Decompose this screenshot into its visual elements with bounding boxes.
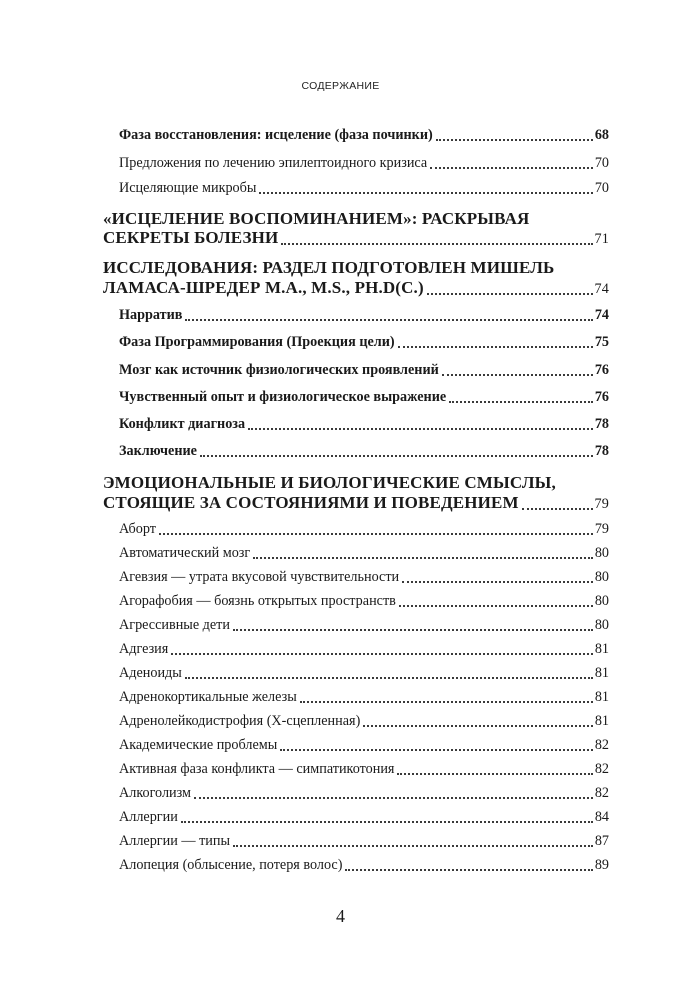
section-heading-page: 71 bbox=[594, 231, 609, 247]
section-heading-line: «ИСЦЕЛЕНИЕ ВОСПОМИНАНИЕМ»: РАСКРЫВАЯ bbox=[103, 209, 530, 228]
section-heading[interactable] bbox=[103, 228, 609, 248]
toc-entry[interactable] bbox=[119, 590, 609, 610]
toc-entry[interactable] bbox=[119, 710, 609, 730]
toc-entry-page: 81 bbox=[594, 713, 609, 729]
dot-leader bbox=[259, 192, 592, 194]
toc-entry-page: 89 bbox=[594, 857, 609, 873]
toc-entry-page: 70 bbox=[594, 180, 609, 196]
dot-leader bbox=[233, 629, 593, 631]
dot-leader bbox=[171, 653, 593, 655]
toc-entry-title: Адренокортикальные железы bbox=[119, 689, 297, 705]
toc-entry-title: Чувственный опыт и физиологическое выражение bbox=[119, 389, 447, 405]
toc-entry-title: Активная фаза конфликта — симпатикотония bbox=[119, 761, 395, 777]
toc-entry-page: 76 bbox=[594, 389, 609, 405]
toc-entry-title: Алопеция (облысение, потеря волос) bbox=[119, 857, 343, 873]
toc-entry-title: Предложения по лечению эпилептоидного кризиса bbox=[119, 155, 428, 171]
toc-entry-page: 76 bbox=[594, 362, 609, 378]
toc-entry[interactable] bbox=[119, 566, 609, 586]
dot-leader bbox=[185, 319, 592, 321]
section-heading-page: 79 bbox=[594, 496, 609, 512]
dot-leader bbox=[399, 605, 593, 607]
toc-entry-page: 75 bbox=[594, 334, 609, 350]
dot-leader bbox=[436, 139, 593, 141]
toc-entry[interactable] bbox=[119, 304, 609, 324]
toc-entry-title: Аденоиды bbox=[119, 665, 182, 681]
toc-entry-title: Фаза восстановления: исцеление (фаза починки) bbox=[119, 127, 433, 143]
toc-entry-title: Мозг как источник физиологических проявлений bbox=[119, 362, 439, 378]
toc-entry-page: 87 bbox=[594, 833, 609, 849]
toc-entry-page: 80 bbox=[594, 545, 609, 561]
toc-entry-page: 80 bbox=[594, 593, 609, 609]
toc-entry-title: Нарратив bbox=[119, 307, 183, 323]
toc-entry-title: Исцеляющие микробы bbox=[119, 180, 257, 196]
toc-entry[interactable] bbox=[119, 782, 609, 802]
toc-entry-title: Заключение bbox=[119, 443, 197, 459]
toc-entry-title: Аборт bbox=[119, 521, 156, 537]
toc-entry[interactable] bbox=[119, 734, 609, 754]
toc-entry[interactable] bbox=[119, 638, 609, 658]
dot-leader bbox=[253, 557, 593, 559]
toc-entry-page: 84 bbox=[594, 809, 609, 825]
running-head: СОДЕРЖАНИЕ bbox=[301, 80, 380, 92]
dot-leader bbox=[427, 293, 593, 295]
toc-entry-page: 80 bbox=[594, 617, 609, 633]
toc-entry[interactable] bbox=[119, 440, 609, 460]
toc-entry-title: Агевзия — утрата вкусовой чувствительности bbox=[119, 569, 400, 585]
section-heading-line: ЭМОЦИОНАЛЬНЫЕ И БИОЛОГИЧЕСКИЕ СМЫСЛЫ, bbox=[103, 473, 556, 492]
dot-leader bbox=[363, 725, 593, 727]
section-heading-line: ИССЛЕДОВАНИЯ: РАЗДЕЛ ПОДГОТОВЛЕН МИШЕЛЬ bbox=[103, 258, 555, 277]
toc-entry[interactable] bbox=[119, 854, 609, 874]
toc-entry[interactable] bbox=[119, 413, 609, 433]
dot-leader bbox=[522, 508, 593, 510]
toc-entry-title: Адренолейкодистрофия (X-сцепленная) bbox=[119, 713, 361, 729]
toc-entry[interactable] bbox=[119, 359, 609, 379]
toc-entry[interactable] bbox=[119, 686, 609, 706]
toc-entry-page: 80 bbox=[594, 569, 609, 585]
dot-leader bbox=[281, 243, 592, 245]
toc-entry-page: 81 bbox=[594, 689, 609, 705]
toc-entry-page: 78 bbox=[594, 416, 609, 432]
dot-leader bbox=[398, 346, 593, 348]
toc-entry-title: Аллергии bbox=[119, 809, 178, 825]
toc-entry-page: 81 bbox=[594, 665, 609, 681]
toc-entry-title: Агрессивные дети bbox=[119, 617, 230, 633]
dot-leader bbox=[300, 701, 593, 703]
toc-entry-title: Академические проблемы bbox=[119, 737, 278, 753]
page-number: 4 bbox=[336, 906, 345, 926]
toc-entry[interactable] bbox=[119, 152, 609, 172]
toc-entry-page: 79 bbox=[594, 521, 609, 537]
dot-leader bbox=[200, 455, 593, 457]
toc-entry[interactable] bbox=[119, 177, 609, 197]
toc-entry[interactable] bbox=[119, 614, 609, 634]
toc-entry[interactable] bbox=[119, 806, 609, 826]
dot-leader bbox=[449, 401, 593, 403]
dot-leader bbox=[345, 869, 592, 871]
section-heading-title: СЕКРЕТЫ БОЛЕЗНИ bbox=[103, 228, 279, 247]
toc-entry[interactable] bbox=[119, 758, 609, 778]
section-heading-title: СТОЯЩИЕ ЗА СОСТОЯНИЯМИ И ПОВЕДЕНИЕМ bbox=[103, 493, 519, 512]
section-heading[interactable] bbox=[103, 493, 609, 513]
toc-entry[interactable] bbox=[119, 331, 609, 351]
toc-entry[interactable] bbox=[119, 518, 609, 538]
dot-leader bbox=[397, 773, 592, 775]
toc-entry-title: Агорафобия — боязнь открытых пространств bbox=[119, 593, 396, 609]
dot-leader bbox=[442, 374, 593, 376]
toc-entry-title: Алкоголизм bbox=[119, 785, 192, 801]
toc-entry-title: Аллергии — типы bbox=[119, 833, 230, 849]
section-heading[interactable] bbox=[103, 278, 609, 298]
toc-entry[interactable] bbox=[119, 662, 609, 682]
dot-leader bbox=[181, 821, 593, 823]
toc-entry-title: Автоматический мозг bbox=[119, 545, 251, 561]
toc-entry-page: 81 bbox=[594, 641, 609, 657]
toc-entry-page: 82 bbox=[594, 785, 609, 801]
dot-leader bbox=[194, 797, 593, 799]
section-heading-title: ЛАМАСА-ШРЕДЕР M.A., M.S., PH.D(C.) bbox=[103, 278, 424, 297]
toc-entry-page: 78 bbox=[594, 443, 609, 459]
dot-leader bbox=[159, 533, 593, 535]
toc-entry[interactable] bbox=[119, 124, 609, 144]
toc-entry-page: 74 bbox=[594, 307, 609, 323]
toc-entry-title: Фаза Программирования (Проекция цели) bbox=[119, 334, 395, 350]
toc-entry-page: 82 bbox=[594, 761, 609, 777]
dot-leader bbox=[280, 749, 593, 751]
toc-entry[interactable] bbox=[119, 830, 609, 850]
toc-entry-title: Конфликт диагноза bbox=[119, 416, 246, 432]
dot-leader bbox=[402, 581, 593, 583]
toc-entry-page: 82 bbox=[594, 737, 609, 753]
dot-leader bbox=[185, 677, 593, 679]
toc-entry-title: Адгезия bbox=[119, 641, 169, 657]
toc-entry-page: 68 bbox=[594, 127, 609, 143]
dot-leader bbox=[233, 845, 593, 847]
toc-entry-page: 70 bbox=[594, 155, 609, 171]
toc-entry[interactable] bbox=[119, 386, 609, 406]
toc-entry[interactable] bbox=[119, 542, 609, 562]
dot-leader bbox=[430, 167, 593, 169]
dot-leader bbox=[248, 428, 593, 430]
section-heading-page: 74 bbox=[594, 281, 609, 297]
